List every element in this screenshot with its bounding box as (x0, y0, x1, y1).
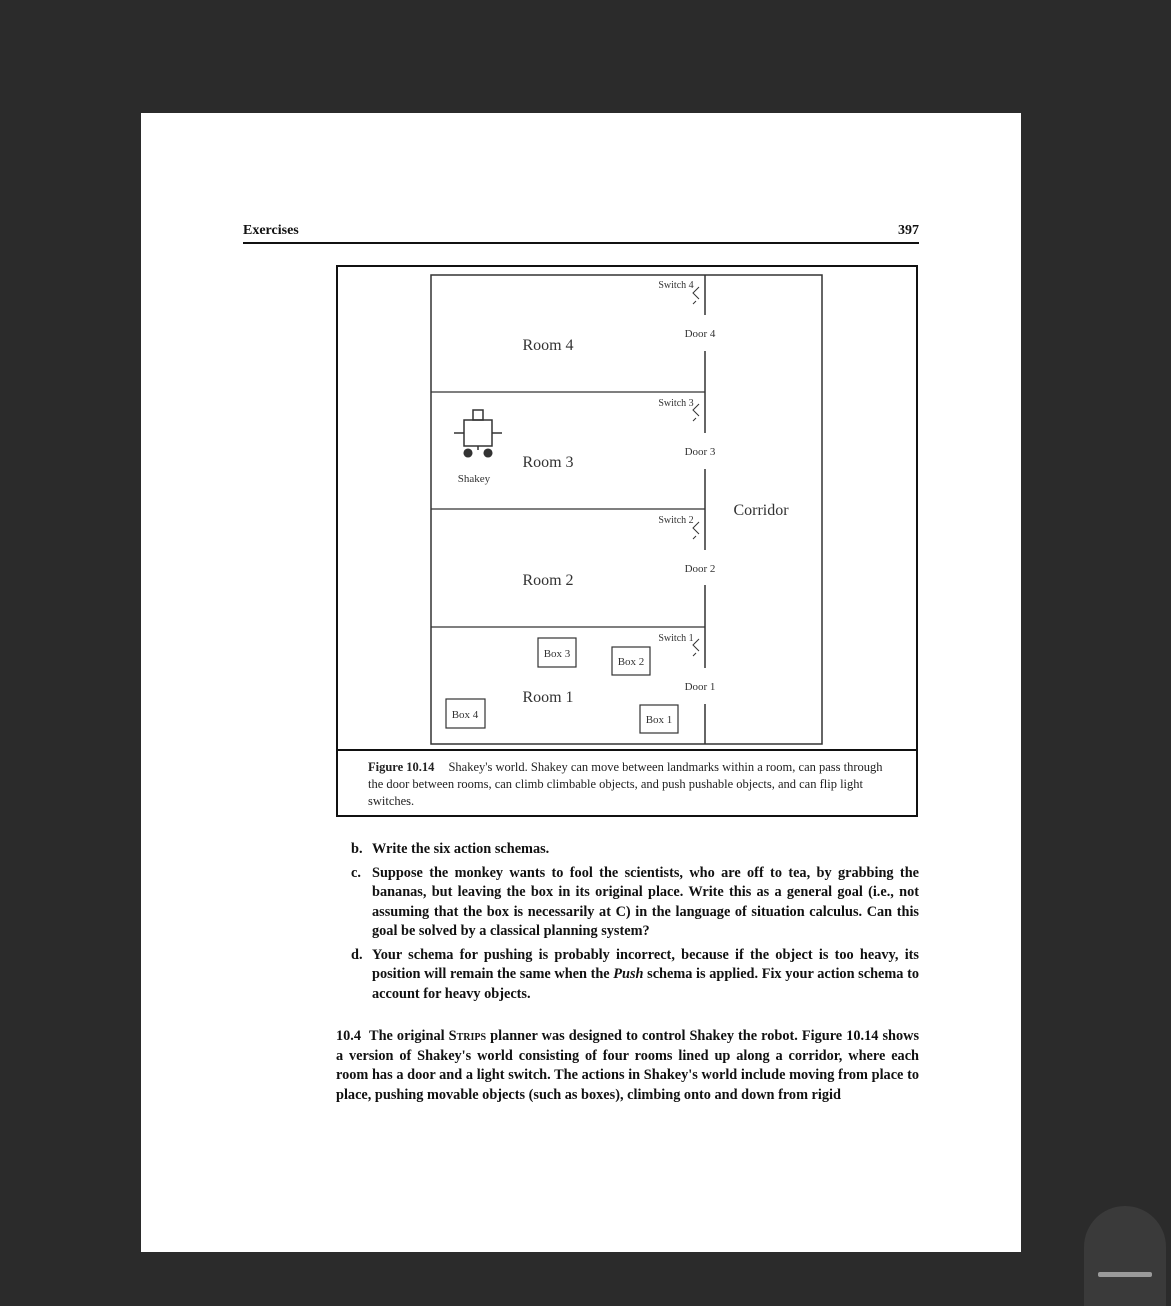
list-item (351, 840, 919, 860)
switch-2-label: Switch 2 (658, 515, 694, 526)
switch-mark (693, 522, 699, 539)
corridor-label: Corridor (733, 502, 789, 519)
section-title: Exercises (243, 223, 299, 238)
caption-text: Shakey's world. Shakey can move between landmarks within a room, can pass through the door between rooms, can climb climbable objects, and push pushable objects, and can flip light switches. (368, 760, 883, 808)
room-2-label: Room 2 (522, 572, 574, 589)
exercise-subitems (351, 840, 919, 1008)
svg-text:Box 4: Box 4 (451, 709, 479, 721)
strips-name: Strips (448, 1028, 487, 1044)
item-text: Write the six action schemas. (372, 841, 550, 857)
page-number: 397 (898, 223, 919, 238)
switch-3-label: Switch 3 (658, 398, 694, 409)
svg-text:Box 1: Box 1 (645, 714, 673, 726)
box-4 (446, 699, 485, 728)
figure-10-14 (336, 265, 918, 817)
switch-1-label: Switch 1 (658, 633, 694, 644)
book-page (141, 113, 1021, 1252)
item-label: c. (351, 864, 361, 881)
figure-caption (338, 749, 916, 815)
box-3 (538, 638, 576, 667)
svg-text:Box 2: Box 2 (617, 656, 645, 668)
item-text: Suppose the monkey wants to fool the scientists, who are off to tea, by grabbing the bananas, but leaving the box in its original place. Write this as a general goal (i.e., not assuming that the box is necessarily at C) in the language of situation calculus. Can this goal be solved by a classical planning system? (372, 864, 919, 939)
shakey-robot-icon (454, 410, 502, 457)
exercise-10-4: 10.4 The original Strips planner was designed to control Shakey the robot. Figure 10.14 shows a version of Shakey's world consisting of four rooms lined up along a corridor, where each room has a door and a light switch. The actions in Shakey's world include moving from place to place, pushing movable objects (such as boxes), climbing onto and down from rigid (336, 1028, 920, 1103)
door-2-label: Door 2 (684, 563, 716, 575)
switch-4-label: Switch 4 (658, 280, 694, 291)
item-text: Your schema for pushing is probably incorrect, because if the object is too heavy, its position will remain the same when the Push schema is applied. Fix your action schema to account for heavy objects. (372, 946, 919, 1002)
box-2 (612, 647, 650, 675)
room-1-label: Room 1 (522, 689, 574, 706)
running-head (243, 223, 919, 244)
shakey-world-diagram (338, 267, 916, 751)
switch-mark (693, 404, 699, 421)
scroll-grip-icon (1098, 1272, 1152, 1277)
switch-mark (693, 639, 699, 656)
shakey-label: Shakey (457, 473, 491, 485)
switch-mark (693, 287, 699, 304)
box-1 (640, 705, 678, 733)
item-label: d. (351, 946, 363, 963)
door-1-label: Door 1 (684, 681, 716, 693)
item-label: b. (351, 841, 363, 857)
door-3-label: Door 3 (684, 446, 716, 458)
scroll-handle[interactable] (1084, 1206, 1166, 1306)
room-3-label: Room 3 (522, 454, 574, 471)
room-4-label: Room 4 (522, 337, 574, 354)
svg-text:Box 3: Box 3 (543, 648, 571, 660)
exercise-number: 10.4 (336, 1028, 362, 1044)
list-item (351, 864, 919, 942)
door-4-label: Door 4 (684, 328, 716, 340)
push-schema-emphasis: Push (613, 966, 644, 982)
caption-label: Figure 10.14 (368, 760, 435, 774)
list-item (351, 946, 919, 1005)
